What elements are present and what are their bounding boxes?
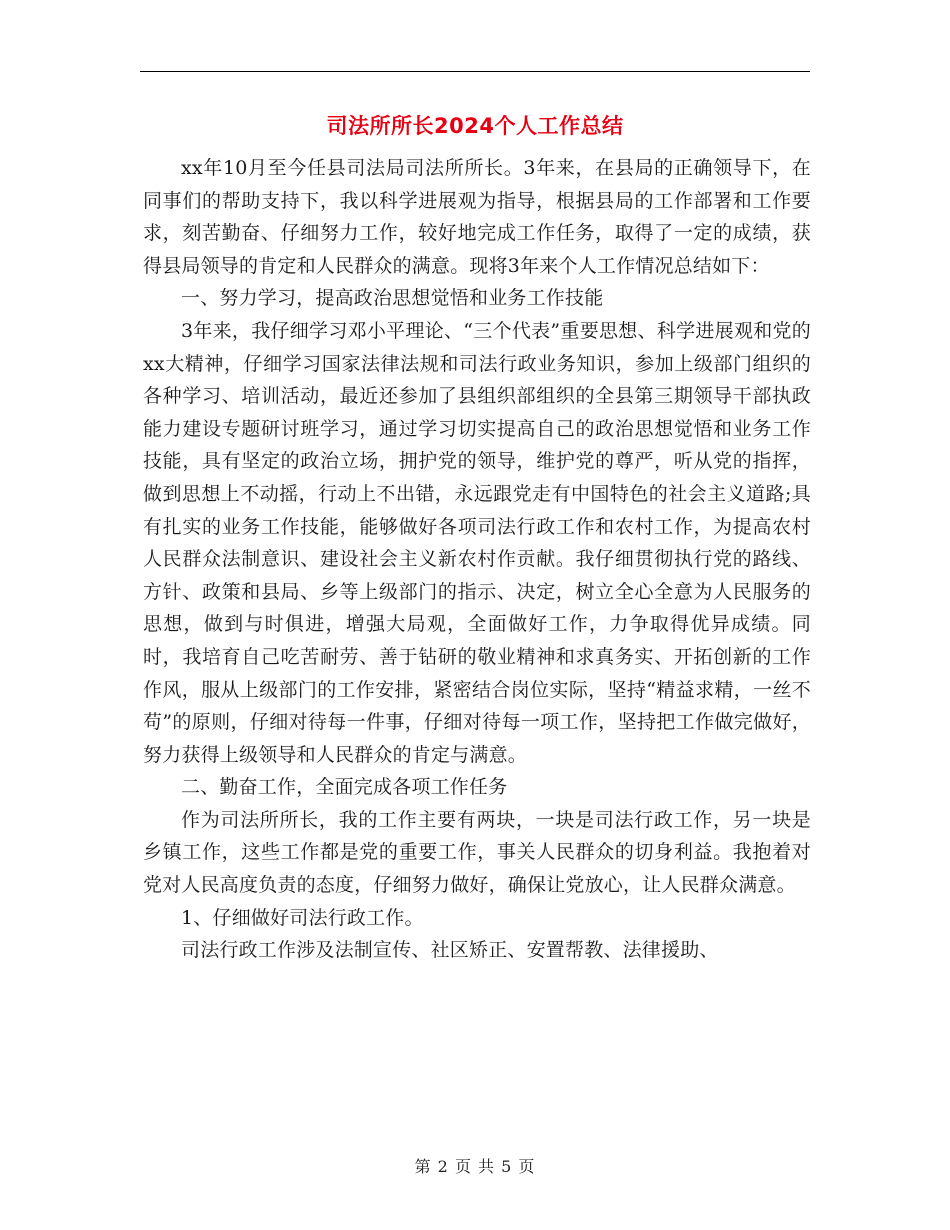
paragraph-intro: xx年10月至今任县司法局司法所所长。3年来，在县局的正确领导下，在同事们的帮助支持下，我以科学进展观为指导，根据县局的工作部署和工作要求，刻苦勤奋、仔细努力工作，较好地完成工作任务，取得了一定的成绩，获得县局领导的肯定和人民群众的满意。现将3年来个人工作情况总结如下： bbox=[143, 157, 811, 277]
section-heading-1: 一、努力学习，提高政治思想觉悟和业务工作技能 bbox=[181, 287, 604, 310]
paragraph-duties: 作为司法所所长，我的工作主要有两块，一块是司法行政工作，另一块是乡镇工作，这些工作都是党的重要工作，事关人民群众的切身利益。我抱着对党对人民高度负责的态度，仔细努力做好，确保让党放心，让人民群众满意。 bbox=[143, 808, 811, 897]
section-heading-2: 二、勤奋工作，全面完成各项工作任务 bbox=[181, 776, 508, 799]
header-rule bbox=[140, 71, 810, 72]
subsection-heading-1: 1、仔细做好司法行政工作。 bbox=[181, 906, 424, 929]
page-number: 第 2 页 共 5 页 bbox=[414, 1157, 536, 1176]
document-title: 司法所所长2024个人工作总结 bbox=[326, 114, 624, 138]
document-body bbox=[143, 152, 811, 967]
paragraph-study: 3年来，我仔细学习邓小平理论、“三个代表”重要思想、科学进展观和党的xx大精神，仔细学习国家法律法规和司法行政业务知识，参加上级部门组织的各种学习、培训活动，最近还参加了县组织部组织的全县第三期领导干部执政能力建设专题研讨班学习，通过学习切实提高自己的政治思想觉悟和业务工作技能，具有坚定的政治立场，拥护党的领导，维护党的尊严，听从党的指挥，做到思想上不动摇，行动上不出错，永远跟党走有中国特色的社会主义道路;具有扎实的业务工作技能，能够做好各项司法行政工作和农村工作，为提高农村人民群众法制意识、建设社会主义新农村作贡献。我仔细贯彻执行党的路线、方针、政策和县局、乡等上级部门的指示、决定，树立全心全意为人民服务的思想，做到与时俱进，增强大局观，全面做好工作，力争取得优异成绩。同时，我培育自己吃苦耐劳、善于钻研的敬业精神和求真务实、开拓创新的工作作风，服从上级部门的工作安排，紧密结合岗位实际，坚持“精益求精，一丝不苟”的原则，仔细对待每一件事，仔细对待每一项工作，坚持把工作做完做好，努力获得上级领导和人民群众的肯定与满意。 bbox=[143, 319, 811, 766]
paragraph-judicial-admin: 司法行政工作涉及法制宣传、社区矫正、安置帮教、法律援助、 bbox=[181, 939, 719, 962]
